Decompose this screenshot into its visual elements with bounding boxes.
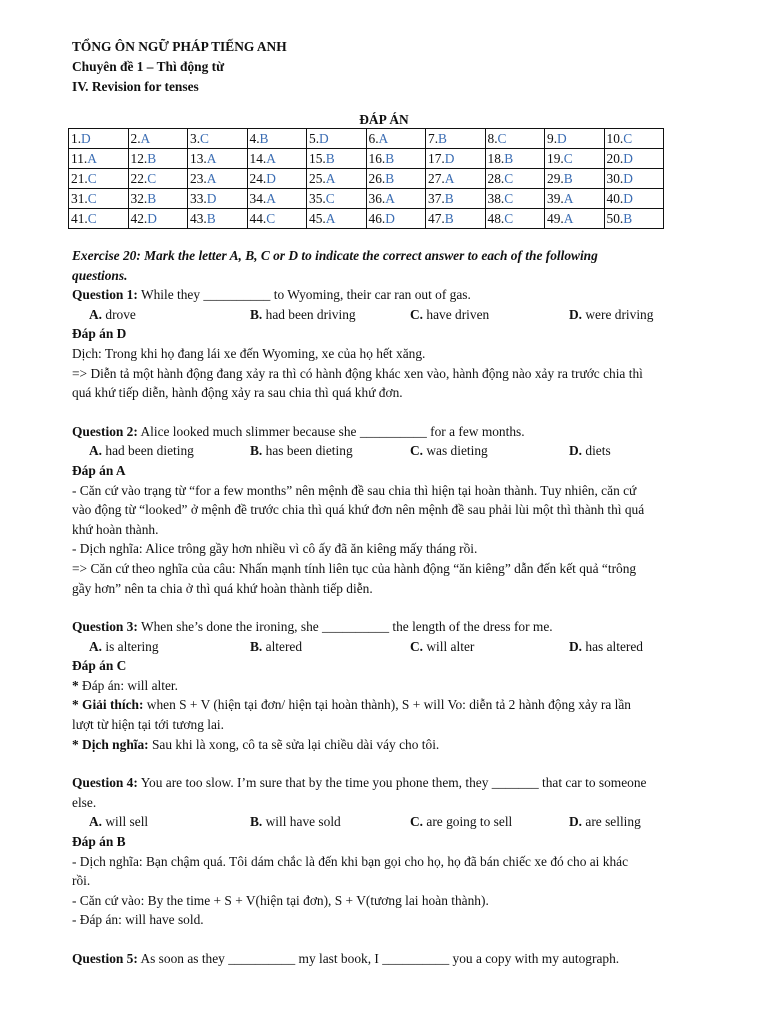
- answer-key-cell: 12.B: [128, 149, 188, 169]
- answer-key-cell: 31.C: [69, 189, 129, 209]
- explanation-line: * Dịch nghĩa: Sau khi là xong, cô ta sẽ sửa lại chiều dài váy cho tôi.: [72, 736, 440, 752]
- answer-key-cell: 32.B: [128, 189, 188, 209]
- topic-title: Chuyên đề 1 – Thì động từ: [72, 59, 225, 74]
- option-a[interactable]: A. is altering: [89, 638, 159, 654]
- answer-label: Đáp án D: [72, 326, 127, 342]
- option-d[interactable]: D. were driving: [569, 306, 654, 322]
- question-text: Alice looked much slimmer because she __________ for a few months.: [137, 423, 525, 439]
- question-label: Question 4:: [72, 775, 138, 791]
- explanation-line: gầy hơn” nên ta chia ở thì quá khứ hoàn thành tiếp diễn.: [72, 580, 373, 596]
- answer-key-cell: 20.D: [604, 149, 664, 169]
- answer-key-cell: 7.B: [426, 129, 486, 149]
- answer-key-table: [68, 128, 664, 229]
- answer-key-cell: 2.A: [128, 129, 188, 149]
- answer-key-cell: 33.D: [188, 189, 248, 209]
- explanation-line: lượt từ hiện tại tới tương lai.: [72, 717, 224, 733]
- answer-key-cell: 47.B: [426, 209, 486, 229]
- answer-key-cell: 21.C: [69, 169, 129, 189]
- answer-key-cell: 17.D: [426, 149, 486, 169]
- explanation-line: quá khứ tiếp diễn, hành động xảy ra sau chia thì quá khứ đơn.: [72, 385, 403, 401]
- explanation-line: - Căn cứ vào trạng từ “for a few months” nên mệnh đề sau chia thì hiện tại hoàn thành. Tuy nhiên, căn cứ: [72, 482, 637, 498]
- answer-key-cell: 38.C: [485, 189, 545, 209]
- answer-key-cell: 15.B: [307, 149, 367, 169]
- answer-key-cell: 10.C: [604, 129, 664, 149]
- explanation-line: Dịch: Trong khi họ đang lái xe đến Wyoming, xe của họ hết xăng.: [72, 345, 426, 361]
- answer-key-cell: 19.C: [545, 149, 605, 169]
- answer-key-cell: 27.A: [426, 169, 486, 189]
- question-3: [72, 617, 696, 754]
- answer-key-cell: 40.D: [604, 189, 664, 209]
- answer-key-cell: 8.C: [485, 129, 545, 149]
- explanation-line: - Dịch nghĩa: Bạn chậm quá. Tôi dám chắc là đến khi bạn gọi cho họ, họ đã bán chiếc xe đó cho ai khác: [72, 853, 629, 869]
- answer-key-cell: 11.A: [69, 149, 129, 169]
- answer-key-row: [69, 189, 664, 209]
- option-c[interactable]: C. was dieting: [410, 443, 488, 459]
- document-page: [72, 37, 696, 969]
- question-label: Question 1:: [72, 287, 138, 303]
- question-text: As soon as they __________ my last book, I __________ you a copy with my autograph.: [137, 951, 620, 966]
- option-d[interactable]: D. diets: [569, 443, 611, 459]
- option-d[interactable]: D. has altered: [569, 638, 644, 654]
- answer-key-cell: 35.C: [307, 189, 367, 209]
- question-text: You are too slow. I’m sure that by the time you phone them, they _______ that car to someone: [137, 775, 647, 791]
- explanation-line: khứ hoàn thành.: [72, 521, 159, 537]
- answer-key-cell: 26.B: [366, 169, 426, 189]
- options: [72, 441, 696, 461]
- answer-key-row: [69, 169, 664, 189]
- answer-label: Đáp án A: [72, 462, 126, 478]
- question-label: Question 2:: [72, 423, 138, 439]
- explanation-line: rồi.: [72, 873, 91, 889]
- document-title: TỔNG ÔN NGỮ PHÁP TIẾNG ANH: [72, 39, 287, 54]
- answer-key-cell: 24.D: [247, 169, 307, 189]
- explanation-line: vào động từ “looked” ở mệnh đề trước chia thì quá khứ đơn nên mệnh đề sau phải lùi một thì thành thì quá: [72, 502, 645, 518]
- explanation-line: - Dịch nghĩa: Alice trông gầy hơn nhiều vì cô ấy đã ăn kiêng mấy tháng rồi.: [72, 541, 478, 557]
- question-2: [72, 422, 696, 598]
- explanation-line: - Căn cứ vào: By the time + S + V(hiện tại đơn), S + V(tương lai hoàn thành).: [72, 892, 489, 908]
- exercise-heading: [72, 246, 696, 285]
- answer-key-cell: 34.A: [247, 189, 307, 209]
- answer-key-cell: 29.B: [545, 169, 605, 189]
- answer-key-cell: 50.B: [604, 209, 664, 229]
- explanation-line: * Đáp án: will alter.: [72, 677, 178, 693]
- answer-key-cell: 49.A: [545, 209, 605, 229]
- options: [72, 637, 696, 657]
- answer-label: Đáp án C: [72, 658, 127, 674]
- answer-key-cell: 37.B: [426, 189, 486, 209]
- exercise-heading-line-1: Exercise 20: Mark the letter A, B, C or D to indicate the correct answer to each of the following: [72, 248, 598, 263]
- question-text: When she’s done the ironing, she __________ the length of the dress for me.: [137, 619, 553, 635]
- question-text-continued: else.: [72, 794, 97, 810]
- option-c[interactable]: C. are going to sell: [410, 814, 513, 830]
- exercise-heading-line-2: questions.: [72, 267, 128, 283]
- answer-key-cell: 1.D: [69, 129, 129, 149]
- answer-key-cell: 14.A: [247, 149, 307, 169]
- answer-key-cell: 39.A: [545, 189, 605, 209]
- option-a[interactable]: A. had been dieting: [89, 443, 194, 459]
- option-a[interactable]: A. drove: [89, 306, 136, 322]
- answer-key-cell: 30.D: [604, 169, 664, 189]
- section-title: IV. Revision for tenses: [72, 79, 199, 94]
- answer-key-cell: 5.D: [307, 129, 367, 149]
- answer-key-row: [69, 209, 664, 229]
- answer-label: Đáp án B: [72, 834, 126, 850]
- question-5: [72, 949, 696, 969]
- answer-key-cell: 42.D: [128, 209, 188, 229]
- option-b[interactable]: B. altered: [250, 638, 303, 654]
- answer-key-cell: 45.A: [307, 209, 367, 229]
- explanation-line: => Căn cứ theo nghĩa của câu: Nhấn mạnh tính liên tục của hành động “ăn kiêng” dẫn đến kết quả “trông: [72, 560, 637, 576]
- answer-key-cell: 41.C: [69, 209, 129, 229]
- answer-key-cell: 46.D: [366, 209, 426, 229]
- question-label: Question 5:: [72, 951, 138, 966]
- explanation-line: => Diễn tả một hành động đang xảy ra thì có hành động khác xen vào, hành động nào xảy ra trước chia thì: [72, 365, 643, 381]
- answer-key-cell: 18.B: [485, 149, 545, 169]
- answer-key-cell: 36.A: [366, 189, 426, 209]
- option-b[interactable]: B. had been driving: [250, 306, 356, 322]
- answer-key-cell: 9.D: [545, 129, 605, 149]
- option-b[interactable]: B. will have sold: [250, 814, 341, 830]
- explanation-line: - Đáp án: will have sold.: [72, 912, 204, 928]
- answer-key-cell: 48.C: [485, 209, 545, 229]
- answer-key-cell: 4.B: [247, 129, 307, 149]
- options: [72, 305, 696, 325]
- answer-key-cell: 25.A: [307, 169, 367, 189]
- answer-key-cell: 28.C: [485, 169, 545, 189]
- option-c[interactable]: C. have driven: [410, 306, 490, 322]
- answer-key-cell: 44.C: [247, 209, 307, 229]
- option-c[interactable]: C. will alter: [410, 638, 475, 654]
- option-b[interactable]: B. has been dieting: [250, 443, 353, 459]
- answer-key-title: ĐÁP ÁN: [359, 112, 409, 127]
- option-d[interactable]: D. are selling: [569, 814, 641, 830]
- answer-key-cell: 22.C: [128, 169, 188, 189]
- explanation-line: * Giải thích: when S + V (hiện tại đơn/ hiện tại hoàn thành), S + will Vo: diễn tả 2 hành động xảy ra lần: [72, 697, 631, 713]
- answer-key-cell: 43.B: [188, 209, 248, 229]
- answer-key-row: [69, 149, 664, 169]
- option-a[interactable]: A. will sell: [89, 814, 149, 830]
- question-1: [72, 285, 696, 403]
- options: [72, 812, 696, 832]
- answer-key-row: [69, 129, 664, 149]
- answer-key-cell: 6.A: [366, 129, 426, 149]
- question-text: While they __________ to Wyoming, their car ran out of gas.: [137, 287, 471, 303]
- answer-key-cell: 23.A: [188, 169, 248, 189]
- question-4: [72, 773, 696, 930]
- answer-key-cell: 13.A: [188, 149, 248, 169]
- answer-key-cell: 3.C: [188, 129, 248, 149]
- answer-key-cell: 16.B: [366, 149, 426, 169]
- question-label: Question 3:: [72, 619, 138, 635]
